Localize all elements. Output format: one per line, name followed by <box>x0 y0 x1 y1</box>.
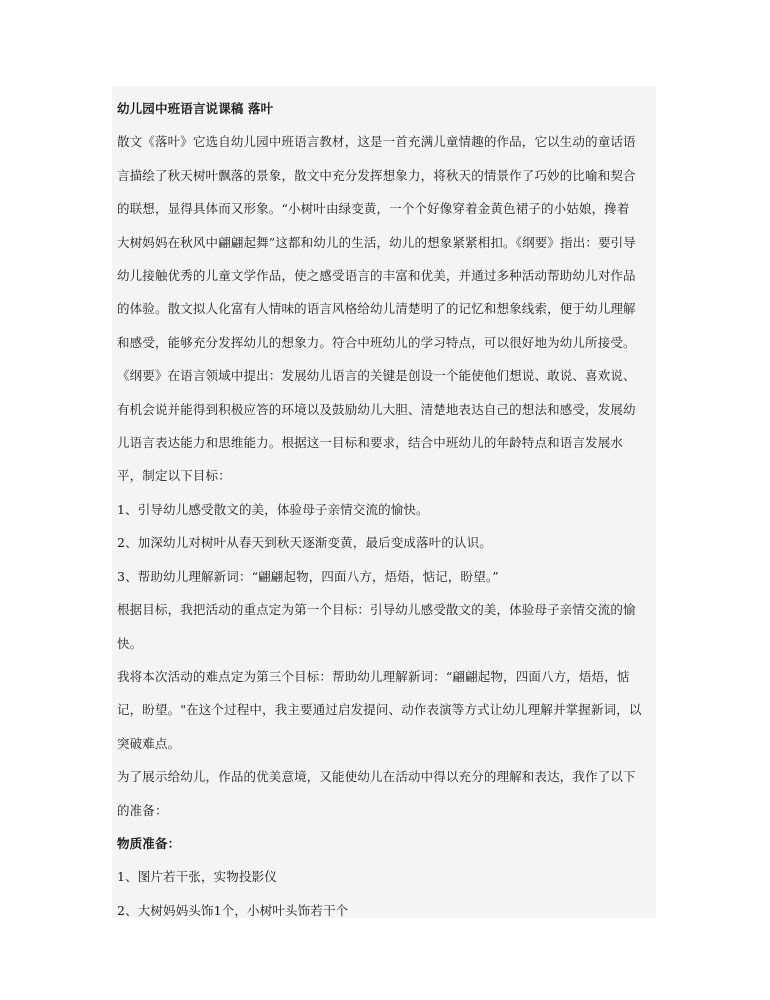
paragraph-line: 《纲要》在语言领域中提出：发展幼儿语言的关键是创设一个能使他们想说、敢说、喜欢说、 <box>117 368 636 384</box>
paragraph-line: 快。 <box>117 635 143 651</box>
paragraph-line: 平，制定以下目标： <box>117 468 231 484</box>
paragraph-line: 我将本次活动的难点定为第三个目标：帮助幼儿理解新词：“翩翩起物，四面八方，焐焐，惦 <box>117 668 630 684</box>
paragraph-line: 儿语言表达能力和思维能力。根据这一目标和要求，结合中班幼儿的年龄特点和语言发展水 <box>117 435 624 451</box>
paragraph-line: 有机会说并能得到积极应答的环境以及鼓励幼儿大胆、清楚地表达自己的想法和感受，发展幼 <box>117 401 636 417</box>
goal-item-1: 1、引导幼儿感受散文的美，体验母子亲情交流的愉快。 <box>117 501 429 517</box>
paragraph-line: 记，盼望。"在这个过程中，我主要通过启发提问、动作表演等方式让幼儿理解并掌握新词，以 <box>117 702 642 718</box>
material-item-2: 2、大树妈妈头饰1个，小树叶头饰若干个 <box>117 902 349 918</box>
paragraph-line: 言描绘了秋天树叶飘落的景象，散文中充分发挥想象力，将秋天的情景作了巧妙的比喻和契合 <box>117 167 636 183</box>
paragraph-line: 的准备： <box>117 802 168 818</box>
goal-item-2: 2、加深幼儿对树叶从春天到秋天逐渐变黄，最后变成落叶的认识。 <box>117 535 492 551</box>
paragraph-line: 的联想，显得具体而又形象。“小树叶由绿变黄，一个个好像穿着金黄色裙子的小姑娘，搀着 <box>117 201 630 217</box>
paragraph-line: 幼儿接触优秀的儿童文学作品，使之感受语言的丰富和优美，并通过多种活动帮助幼儿对作品 <box>117 268 636 284</box>
document-body <box>117 92 653 927</box>
paragraph-line: 突破难点。 <box>117 735 181 751</box>
paragraph-line: 和感受，能够充分发挥幼儿的想象力。符合中班幼儿的学习特点，可以很好地为幼儿所接受。 <box>117 334 636 350</box>
paragraph-line: 根据目标，我把活动的重点定为第一个目标：引导幼儿感受散文的美，体验母子亲情交流的愉 <box>117 602 636 618</box>
paragraph-line: 散文《落叶》它选自幼儿园中班语言教材，这是一首充满儿童情趣的作品，它以生动的童话语 <box>117 134 636 150</box>
material-item-1: 1、图片若干张，实物投影仪 <box>117 869 277 885</box>
paragraph-line: 的体验。散文拟人化富有人情味的语言风格给幼儿清楚明了的记忆和想象线索，便于幼儿理解 <box>117 301 636 317</box>
document-title: 幼儿园中班语言说课稿 落叶 <box>117 101 274 116</box>
paragraph-line: 大树妈妈在秋风中翩翩起舞”这都和幼儿的生活，幼儿的想象紧紧相扣。《纲要》指出：要引导 <box>117 234 636 250</box>
goal-item-3: 3、帮助幼儿理解新词：“翩翩起物，四面八方，焐焐，惦记，盼望。” <box>117 568 499 584</box>
section-heading: 物质准备： <box>117 835 181 851</box>
paragraph-line: 为了展示给幼儿，作品的优美意境，又能使幼儿在活动中得以充分的理解和表达，我作了以下 <box>117 769 636 785</box>
